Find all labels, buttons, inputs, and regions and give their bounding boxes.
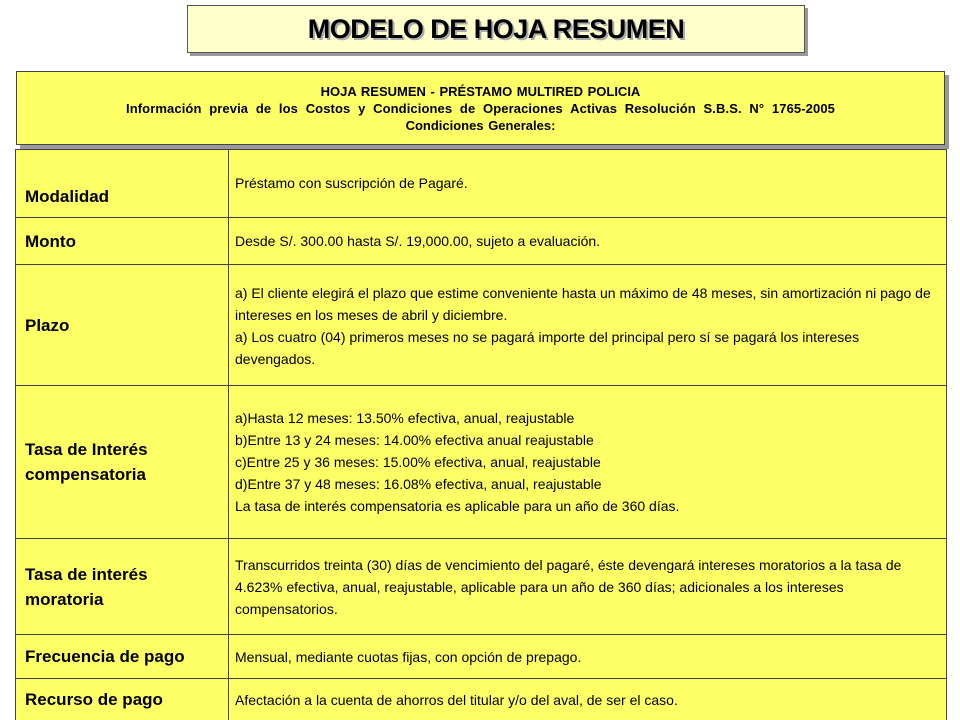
plazo-line-2: a) Los cuatro (04) primeros meses no se pagará importe del principal pero sí se pagará los intereses devengados.	[235, 329, 860, 367]
row-value-monto: Desde S/. 300.00 hasta S/. 19,000.00, sujeto a evaluación.	[229, 218, 947, 265]
table-row-frecuencia	[16, 635, 947, 679]
row-label-plazo: Plazo	[16, 265, 229, 386]
header-line-2: Información previa de los Costos y Condiciones de Operaciones Activas Resolución S.B.S. N° 1765-2005	[126, 100, 835, 116]
tasa-line-1: a)Hasta 12 meses: 13.50% efectiva, anual, reajustable	[235, 410, 575, 426]
header-line-1: HOJA RESUMEN - PRÉSTAMO MULTIRED POLICIA	[320, 83, 641, 99]
title-box	[187, 5, 805, 53]
row-label-tasa-compensatoria: Tasa de Interés compensatoria	[16, 386, 229, 539]
tasa-line-4: d)Entre 37 y 48 meses: 16.08% efectiva, anual, reajustable	[235, 476, 602, 492]
row-label-recurso: Recurso de pago	[16, 679, 229, 720]
row-value-frecuencia: Mensual, mediante cuotas fijas, con opción de prepago.	[229, 635, 947, 679]
row-label-modalidad: Modalidad	[16, 150, 229, 218]
table-row-monto	[16, 218, 947, 265]
tasa-line-2: b)Entre 13 y 24 meses: 14.00% efectiva anual reajustable	[235, 432, 594, 448]
header-line-3: Condiciones Generales:	[405, 117, 556, 133]
row-value-plazo	[229, 265, 947, 386]
table-row-modalidad	[16, 150, 947, 218]
row-value-tasa-moratoria: Transcurridos treinta (30) días de vencimiento del pagaré, éste devengará intereses moratorios a la tasa de 4.623% efectiva, anual, reajustable, aplicable para un año de 360 días; adicionales a los intereses compensatorios.	[229, 539, 947, 635]
tasa-line-3: c)Entre 25 y 36 meses: 15.00% efectiva, anual, reajustable	[235, 454, 601, 470]
row-value-recurso: Afectación a la cuenta de ahorros del titular y/o del aval, de ser el caso.	[229, 679, 947, 720]
tasa-line-5: La tasa de interés compensatoria es aplicable para un año de 360 días.	[235, 498, 680, 514]
table-row-tasa-compensatoria	[16, 386, 947, 539]
page-title: MODELO DE HOJA RESUMEN	[307, 13, 685, 44]
table-row-plazo	[16, 265, 947, 386]
row-label-frecuencia: Frecuencia de pago	[16, 635, 229, 679]
table-row-recurso	[16, 679, 947, 720]
plazo-line-1: a) El cliente elegirá el plazo que estime conveniente hasta un máximo de 48 meses, sin amortización ni pago de intereses en los meses de abril y diciembre.	[235, 285, 931, 323]
table-row-tasa-moratoria	[16, 539, 947, 635]
row-label-monto: Monto	[16, 218, 229, 265]
header-box	[16, 71, 945, 145]
row-value-tasa-compensatoria	[229, 386, 947, 539]
conditions-table	[15, 149, 947, 720]
row-value-modalidad: Préstamo con suscripción de Pagaré.	[229, 150, 947, 218]
row-label-tasa-moratoria: Tasa de interés moratoria	[16, 539, 229, 635]
